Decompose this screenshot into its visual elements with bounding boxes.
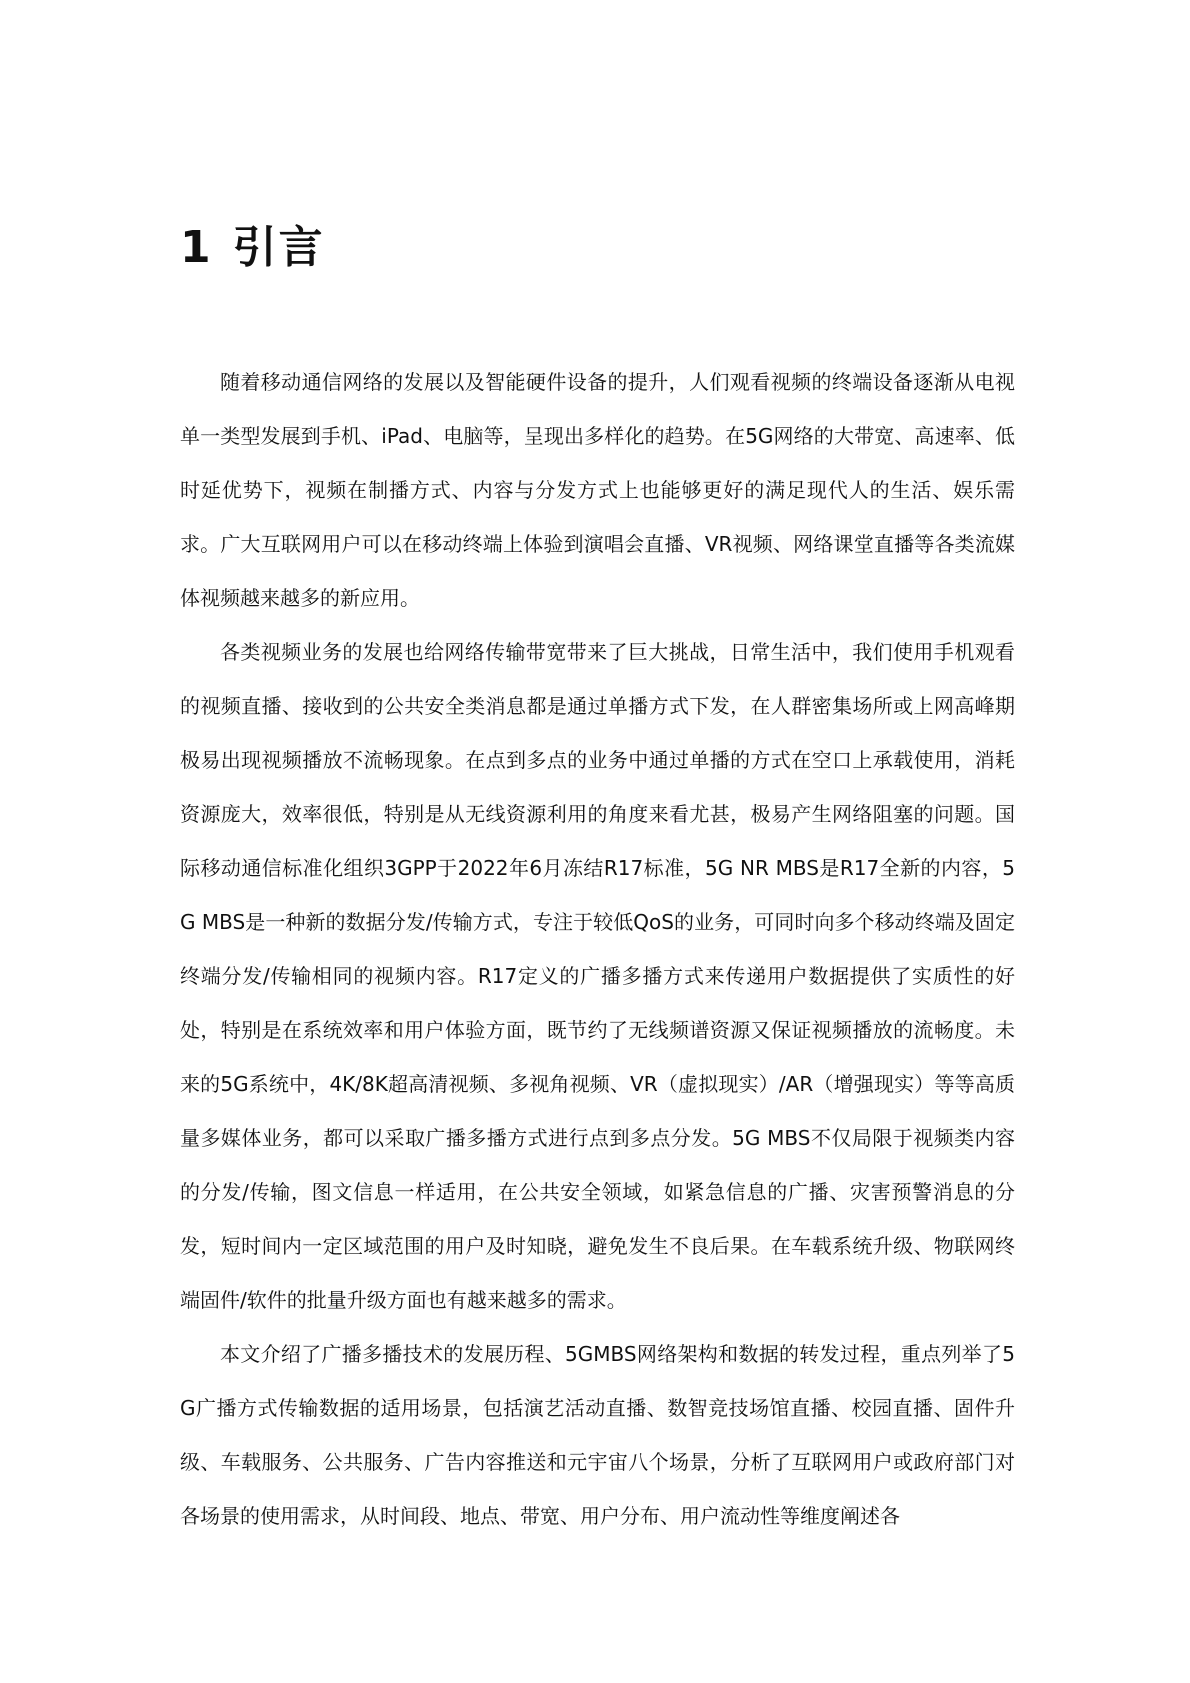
section-number: 1: [180, 222, 213, 273]
paragraph-2: 各类视频业务的发展也给网络传输带宽带来了巨大挑战，日常生活中，我们使用手机观看的视频直播、接收到的公共安全类消息都是通过单播方式下发，在人群密集场所或上网高峰期极易出现视频播放不流畅现象。在点到多点的业务中通过单播的方式在空口上承载使用，消耗资源庞大，效率很低，特别是从无线资源利用的角度来看尤甚，极易产生网络阻塞的问题。国际移动通信标准化组织3GPP于2022年6月冻结R17标准，5G NR MBS是R17全新的内容，5G MBS是一种新的数据分发/传输方式，专注于较低QoS的业务，可同时向多个移动终端及固定终端分发/传输相同的视频内容。R17定义的广播多播方式来传递用户数据提供了实质性的好处，特别是在系统效率和用户体验方面，既节约了无线频谱资源又保证视频播放的流畅度。未来的5G系统中，4K/8K超高清视频、多视角视频、VR（虚拟现实）/AR（增强现实）等等高质量多媒体业务，都可以采取广播多播方式进行点到多点分发。5G MBS不仅局限于视频类内容的分发/传输，图文信息一样适用，在公共安全领域，如紧急信息的广播、灾害预警消息的分发，短时间内一定区域范围的用户及时知晓，避免发生不良后果。在车载系统升级、物联网终端固件/软件的批量升级方面也有越来越多的需求。: [180, 640, 1015, 1312]
paragraph-1: 随着移动通信网络的发展以及智能硬件设备的提升，人们观看视频的终端设备逐渐从电视单一类型发展到手机、iPad、电脑等，呈现出多样化的趋势。在5G网络的大带宽、高速率、低时延优势下，视频在制播方式、内容与分发方式上也能够更好的满足现代人的生活、娱乐需求。广大互联网用户可以在移动终端上体验到演唱会直播、VR视频、网络课堂直播等各类流媒体视频越来越多的新应用。: [180, 370, 1015, 610]
paragraph-3: 本文介绍了广播多播技术的发展历程、5GMBS网络架构和数据的转发过程，重点列举了5G广播方式传输数据的适用场景，包括演艺活动直播、数智竞技场馆直播、校园直播、固件升级、车载服务、公共服务、广告内容推送和元宇宙八个场景，分析了互联网用户或政府部门对各场景的使用需求，从时间段、地点、带宽、用户分布、用户流动性等维度阐述各: [180, 1342, 1015, 1528]
body-text: [180, 355, 1015, 1543]
section-heading: [180, 222, 325, 274]
section-title: 引言: [232, 222, 325, 273]
